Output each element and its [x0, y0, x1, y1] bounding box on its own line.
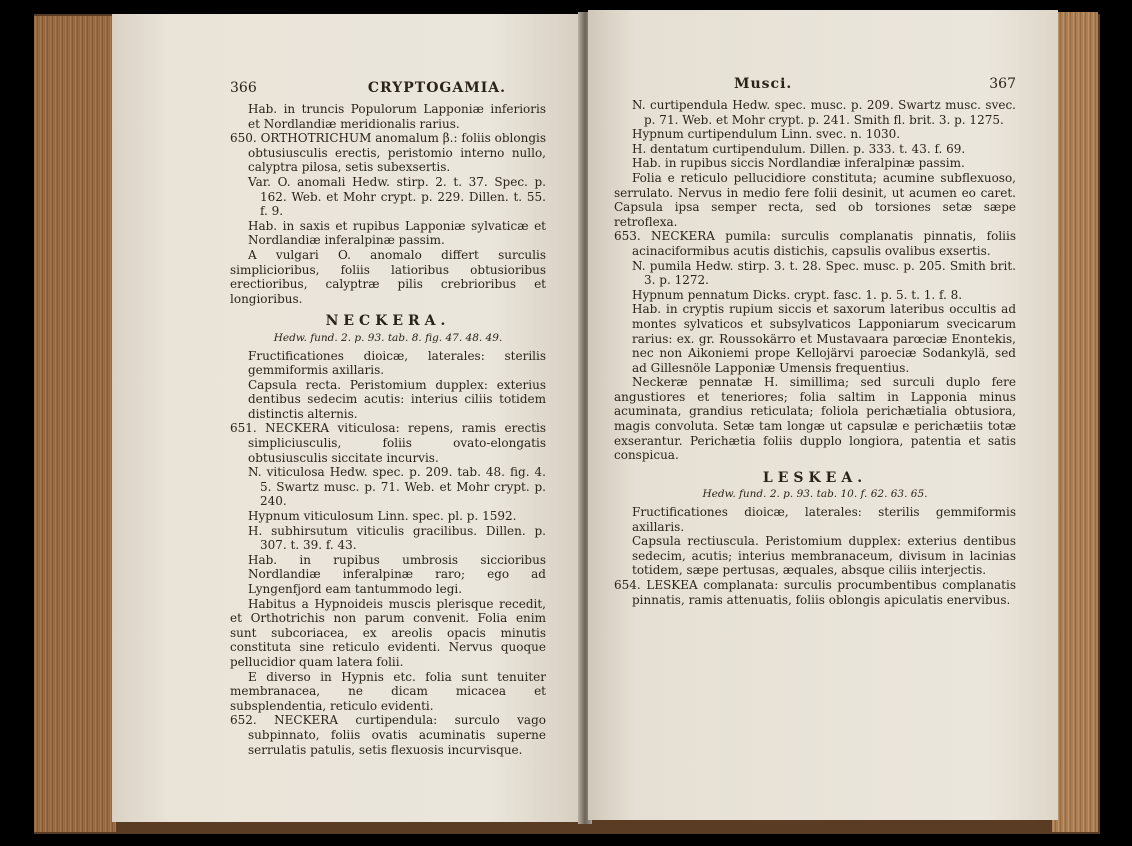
- text-line: Habitus a Hypnoideis muscis plerisque recedit, et Orthotrichis non parum convenit. Folia enim sunt subcoriacea, ex areolis opacis minutis constituta sine reticulo evidenti. Nervus quoque pellucidior quam latera folii.: [230, 596, 546, 669]
- text-line: 652. NECKERA curtipendula: surculo vago subpinnato, foliis ovatis acuminatis superne serrulatis patulis, setis flexuosis incurvisque.: [230, 713, 546, 757]
- text-line: Hab. in saxis et rupibus Lapponiæ sylvaticæ et Nordlandiæ inferalpinæ passim.: [248, 218, 546, 248]
- text-line: 650. ORTHOTRICHUM anomalum β.: foliis oblongis obtusiusculis erectis, peristomio interno nullo, calyptra pilosa, setis subexsertis.: [230, 131, 546, 175]
- text-line: Fructificationes dioicæ, laterales: sterilis gemmiformis axillaris.: [632, 505, 1016, 534]
- text-line: Hypnum curtipendulum Linn. svec. n. 1030.: [632, 127, 901, 142]
- right-running-head: [614, 76, 1016, 92]
- text-line: Capsula recta. Peristomium dupplex: exterius dentibus sedecim acutis: interius ciliis totidem distinctis alternis.: [248, 377, 546, 421]
- text-line: H. subhirsutum viticulis gracilibus. Dillen. p. 307. t. 39. f. 43.: [248, 523, 546, 553]
- left-page-edges: [34, 16, 116, 832]
- text-line: 653. NECKERA pumila: surculis complanatis pinnatis, foliis acinaciformibus acutis distichis, capsulis ovalibus exsertis.: [614, 229, 1016, 258]
- text-line: A vulgari O. anomalo differt surculis simplicioribus, foliis latioribus obtusioribus erectioribus, calyptræ pilis crebrioribus et longioribus.: [230, 247, 546, 306]
- right-page-number: 367: [989, 76, 1016, 92]
- text-line: Hypnum viticulosum Linn. spec. pl. p. 1592.: [248, 509, 517, 524]
- genus-heading: LESKEA.: [762, 469, 868, 486]
- text-line: Hypnum pennatum Dicks. crypt. fasc. 1. p. 5. t. 1. f. 8.: [632, 287, 963, 302]
- right-page: [588, 10, 1058, 820]
- text-line: Hab. in truncis Populorum Lapponiæ inferioris et Nordlandiæ meridionalis rarius.: [248, 102, 546, 131]
- text-line: Hab. in cryptis rupium siccis et saxorum lateribus occultis ad montes sylvaticos et subsylvaticos Lapponiarum svecicarum rarius: ex. gr. Roussokärro et Mustavaara parœciæ Enontekis, nec non Aikoniemi prope Kellojärvi paroeciæ Sodankylä, sed ad Gillesnöle Lapponiæ Umensis frequentius.: [632, 302, 1016, 375]
- left-running-title: CRYPTOGAMIA.: [367, 80, 506, 96]
- right-running-title: Musci.: [734, 76, 793, 92]
- text-line: 654. LESKEA complanata: surculis procumbentibus complanatis pinnatis, ramis attenuatis, foliis oblongis apiculatis enervibus.: [614, 578, 1016, 607]
- text-line: N. viticulosa Hedw. spec. p. 209. tab. 48. fig. 4. 5. Swartz musc. p. 71. Web. et Mohr crypt. p. 240.: [248, 465, 546, 509]
- genus-reference: Hedw. fund. 2. p. 93. tab. 8. fig. 47. 48. 49.: [273, 331, 503, 344]
- text-line: Var. O. anomali Hedw. stirp. 2. t. 37. Spec. p. 162. Web. et Mohr crypt. p. 229. Dillen. t. 55. f. 9.: [248, 174, 546, 219]
- text-line: Hab. in rupibus umbrosis siccioribus Nordlandiæ inferalpinæ raro; ego ad Lyngenfjord eam tantummodo legi.: [248, 552, 546, 596]
- right-page-edges: [1052, 12, 1098, 832]
- text-line: Neckeræ pennatæ H. simillima; sed surculi duplo fere angustiores et teneriores; folia saltim in Lapponia minus acuminata, grandius reticulata; foliola perichætialia obtusiora, magis convoluta. Setæ tam longæ ut capsulæ e perichætiis totæ exserantur. Perichætia foliis dupplo longiora, patentia et satis conspicua.: [614, 375, 1016, 463]
- left-running-head: [230, 80, 546, 96]
- genus-heading: NECKERA.: [325, 313, 451, 330]
- genus-reference: Hedw. fund. 2. p. 93. tab. 10. f. 62. 63. 65.: [702, 488, 928, 501]
- left-page-body: [230, 102, 546, 757]
- text-line: N. pumila Hedw. stirp. 3. t. 28. Spec. musc. p. 205. Smith brit. 3. p. 1272.: [632, 258, 1016, 288]
- right-page-body: [614, 98, 1016, 607]
- text-line: Folia e reticulo pellucidiore constituta; acumine subflexuoso, serrulato. Nervus in medio fere folii desinit, ut acumen eo caret. Capsula ipsa semper recta, sed ob torsiones setæ sæpe retroflexa.: [614, 170, 1016, 229]
- text-line: E diverso in Hypnis etc. folia sunt tenuiter membranacea, ne dicam micacea et subsplendentia, reticulo evidenti.: [230, 669, 546, 713]
- text-line: Hab. in rupibus siccis Nordlandiæ inferalpinæ passim.: [632, 156, 965, 171]
- text-line: 651. NECKERA viticulosa: repens, ramis erectis simpliciusculis, foliis ovato-elongatis obtusiusculis siccitate incurvis.: [230, 421, 546, 465]
- text-line: Fructificationes dioicæ, laterales: sterilis gemmiformis axillaris.: [248, 348, 546, 378]
- text-line: H. dentatum curtipendulum. Dillen. p. 333. t. 43. f. 69.: [632, 141, 966, 156]
- left-page-number: 366: [230, 80, 257, 96]
- left-page: [112, 14, 582, 822]
- text-line: Capsula rectiuscula. Peristomium dupplex: exterius dentibus sedecim, acutis; interius membranaceum, divisum in lacinias totidem, sæpe pertusas, æquales, absque ciliis interjectis.: [632, 534, 1016, 578]
- text-line: N. curtipendula Hedw. spec. musc. p. 209. Swartz musc. svec. p. 71. Web. et Mohr crypt. p. 241. Smith fl. brit. 3. p. 1275.: [632, 98, 1016, 127]
